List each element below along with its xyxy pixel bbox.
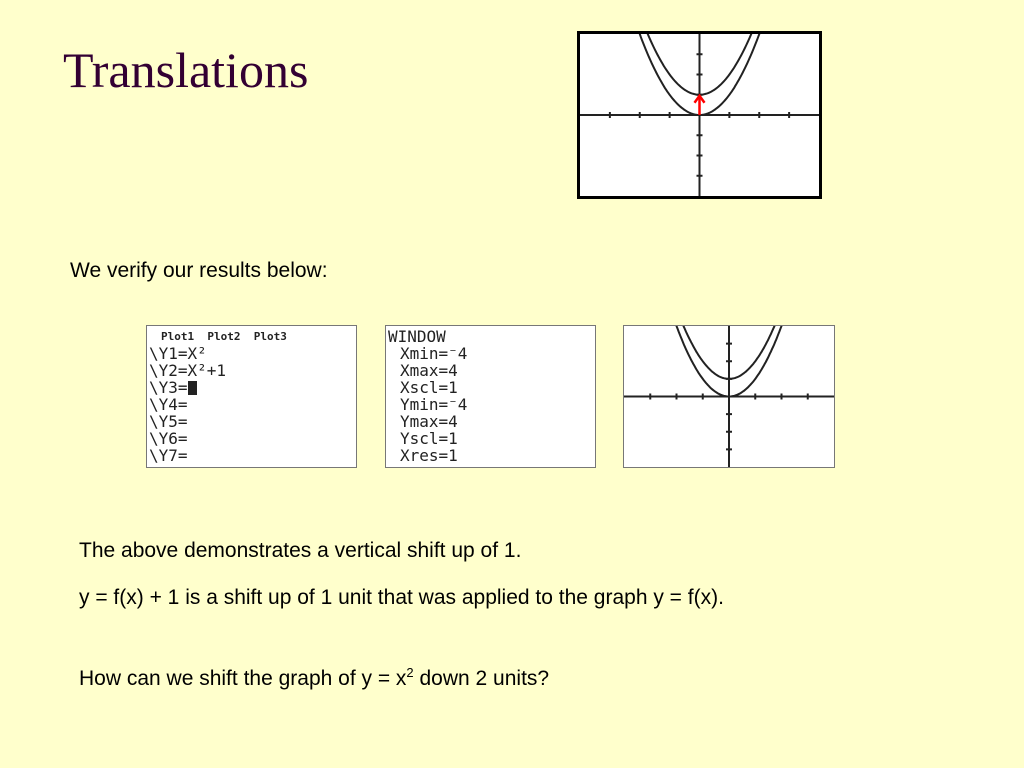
window-setting: Ymin=⁻4 — [400, 395, 468, 414]
y-function-label: \Y2= — [149, 361, 188, 380]
small-graph-screen — [623, 325, 835, 468]
window-setting: Yscl=1 — [400, 429, 458, 448]
y-function-label: \Y5= — [149, 412, 188, 431]
window-setting: Xmax=4 — [400, 361, 458, 380]
y-function-label: \Y1= — [149, 344, 188, 363]
y-editor-row — [149, 430, 356, 447]
explanation-line-2: y = f(x) + 1 is a shift up of 1 unit that was applied to the graph y = f(x). — [79, 586, 724, 609]
question-before: How can we shift the graph of y = x — [79, 667, 407, 690]
y-editor-row — [149, 447, 356, 464]
y-editor-row — [149, 413, 356, 430]
y-editor-row — [149, 396, 356, 413]
cursor-block — [188, 381, 197, 395]
top-graph — [580, 34, 819, 196]
intro-text: We verify our results below: — [70, 259, 328, 282]
y-function-label: \Y6= — [149, 429, 188, 448]
plot-header: Plot1 Plot2 Plot3 — [161, 330, 287, 343]
explanation-line-1: The above demonstrates a vertical shift up of 1. — [79, 539, 522, 562]
y-function-label: \Y3= — [149, 378, 188, 397]
window-setting: Xres=1 — [400, 446, 458, 465]
y-function-label: \Y7= — [149, 446, 188, 465]
question-exponent: 2 — [406, 665, 414, 680]
question-after: down 2 units? — [413, 667, 550, 690]
y-function-label: \Y4= — [149, 395, 188, 414]
window-setting: Ymax=4 — [400, 412, 458, 431]
window-setting: Xscl=1 — [400, 378, 458, 397]
y-editor-screen — [146, 325, 357, 468]
window-title: WINDOW — [388, 327, 446, 346]
y-editor-row — [149, 379, 356, 396]
question-text — [79, 666, 549, 692]
y-function-expression: X² — [187, 344, 207, 363]
slide-title: Translations — [63, 42, 309, 98]
small-graph — [624, 326, 834, 467]
window-screen — [385, 325, 596, 468]
y-editor-row — [149, 345, 356, 362]
window-setting: Xmin=⁻4 — [400, 344, 468, 363]
y-editor-row — [149, 362, 356, 379]
y-function-expression: X²+1 — [187, 361, 227, 380]
top-graph-screen — [577, 31, 822, 199]
